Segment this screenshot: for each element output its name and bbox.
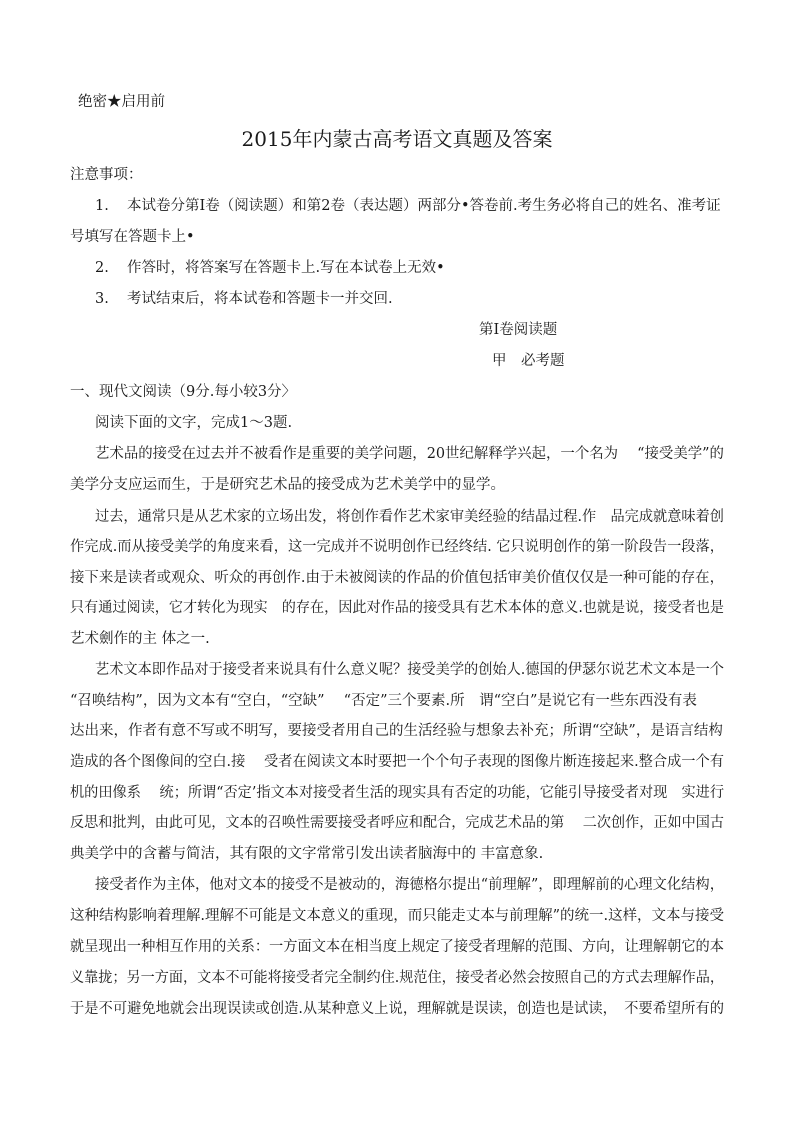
passage-line: “召唤结构”，因为文本有“空白，“空缺” “否定”三个要素.所 谓“空白”是说它有一些东西没有表 [70,693,697,709]
passage-line: 过去，通常只是从艺术家的立场出发，将创作看作艺术家审美经验的结晶过程.作 品完成就意味着创 [95,509,724,525]
passage-line: 艺术劍作的主 体之一. [70,631,210,647]
passage-line: 作完成.而从接受美学的角度来看，这一完成并不说明创作已经终结. 它只说明创作的第一阶段告一段落， [70,539,725,555]
question-instruction: 阅读下面的文字，完成1～3题. [95,415,293,431]
passage-line: 美学分支应运而生，于是研究艺术品的接受成为艺术美学中的显学。 [70,477,505,493]
note-number: 2. [95,260,109,276]
note-number: 1. [95,198,109,214]
confidential-mark: 绝密★启用前 [78,94,165,110]
passage-line: 接受者作为主体，他对文本的接受不是被动的，海德格尔提出“前理解”，即理解前的心理文化结构， [95,877,725,893]
note-item-2 [95,258,445,278]
note-number: 3. [95,291,109,307]
note-item-3 [95,289,393,309]
note-text: 本试卷分第Ⅰ卷（阅读题）和第2卷（表达题）两部分•答卷前.考生务必将自己的姓名、准考证 [127,198,721,214]
note-text: 考试结束后，将本试卷和答题卡一并交回. [127,291,393,307]
notes-heading: 注意事项： [70,167,143,183]
note-text: 作答时，将答案写在答题卡上.写在本试卷上无效• [127,260,445,276]
passage-line: 只有通过阅读，它才转化为现实 的存在，因此对作品的接受具有艺术本体的意义.也就是说，接受者也是 [70,600,725,616]
passage-line: 达出来，作者有意不写或不明写，要接受者用自己的生活经验与想象去补充；所谓“空缺”，是语言结构 [70,723,723,739]
passage-line: 艺术品的接受在过去并不被看作是重要的美学问题，20世纪解释学兴起，一个名为 “接受美学”的 [95,446,724,462]
passage-line: 于是不可避免地就会出现误读或创造.从某种意义上说，理解就是误读，创造也是试读， 不要希望所有的 [70,1001,724,1017]
part-heading: 甲 必考题 [492,353,565,369]
passage-line: 机的田像系 统；所谓“否定’指文本对接受者生活的现实具有否定的功能，它能引导接受者对现 实进行 [70,785,725,801]
question-heading: 一、现代文阅读（9分.每小较3分〉 [70,384,297,400]
passage-line: 接下来是读者或观众、听众的再创作.由于未被阅读的作品的价值包括审美价值仅仅是一种可能的存在， [70,570,725,586]
passage-line: 这种结构影响着理解.理解不可能是文本意义的重现，而只能走丈本与前理解”的统一.这样，文本与接受 [70,908,724,924]
note-item-1-cont: 号填写在答题卡上• [70,229,195,245]
volume-heading: 第Ⅰ卷阅读题 [479,322,558,338]
passage-line: 反思和批判，由此可见，文本的召唤性需要接受者呼应和配合，完成艺术品的第 二次创作，正如中国古 [70,815,725,831]
page-title: 2015年内蒙古高考语文真题及答案 [241,127,553,151]
passage-line: 艺术文本即作品对于接受者来说具有什么意义呢？接受美学的创始人.德国的伊瑟尔说艺术文本是一个 [95,662,724,678]
passage-line: 典美学中的含蓄与简洁，其有限的文字常常引发出读者脑海中的 丰富意象. [70,846,544,862]
passage-line: 义靠拢；另一方面，文本不可能将接受者完全制约住.规范住，接受者必然会按照自己的方式去理解作品， [70,970,725,986]
note-item-1 [95,196,721,216]
passage-line: 就呈现出一种相互作用的关系：一方面文本在相当度上规定了接受者理解的范围、方向，让理解朝它的本 [70,939,724,955]
passage-line: 造成的各个图像间的空白.接 受者在阅读文本时要把一个个句子表现的图像片断连接起来.整合成一个有 [70,754,725,770]
